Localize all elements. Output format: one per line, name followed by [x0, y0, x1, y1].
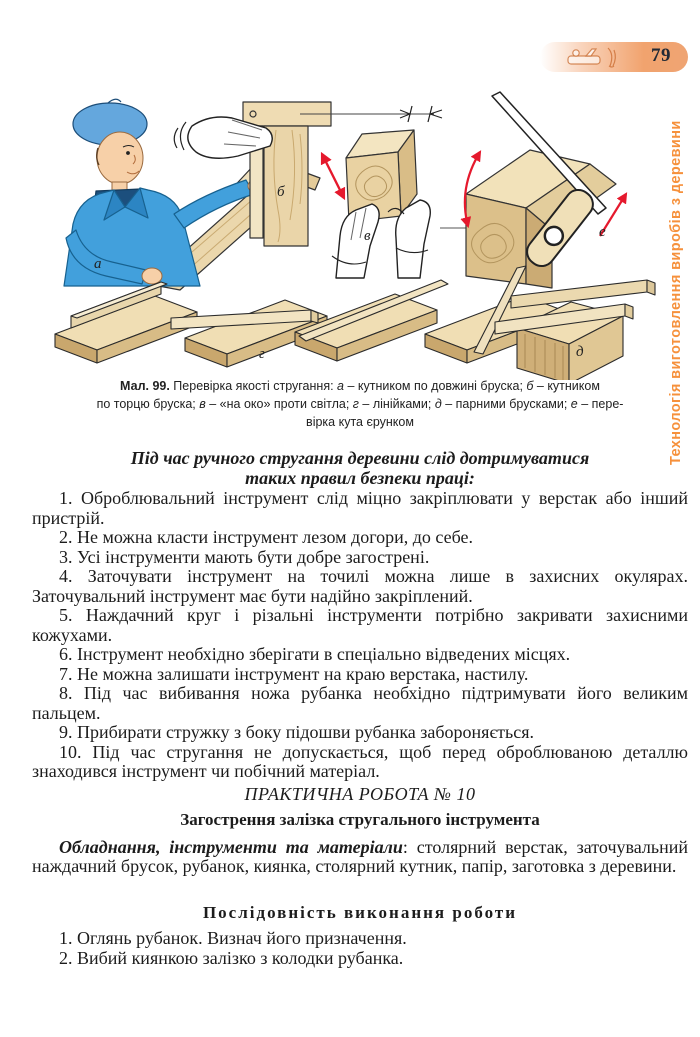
safety-rule: 1. Оброблювальний інструмент слід міцно закріплювати у верстак або інший пристрій.	[32, 488, 688, 528]
illustration-e-bevel-gauge	[440, 92, 626, 288]
work-step: 1. Оглянь рубанок. Визнач його призначення.	[59, 928, 407, 948]
safety-rule: 4. Заточувати інструмент на точилі можна лише в захисних окулярах. Заточувальний інструмент має бути надійно закріплений.	[32, 566, 688, 606]
safety-rule: 2. Не можна класти інструмент лезом догори, до себе.	[59, 527, 474, 547]
safety-rule: 6. Інструмент необхідно зберігати в спеціально відведених місцях.	[59, 644, 571, 664]
illustration-b-square-on-end	[174, 102, 331, 246]
safety-rule: 7. Не можна залишати інструмент на краю верстака, настилу.	[59, 663, 529, 684]
sequence-heading: Послідовність виконання роботи	[202, 903, 518, 922]
page-number-badge	[540, 42, 688, 72]
safety-rules-heading: Під час ручного стругання деревини слід дотримуватися таких правил безпеки праці:	[130, 448, 590, 488]
figure-99-illustration	[0, 88, 700, 380]
safety-rule: 9. Прибирати стружку з боку підошви рубанка забороняється.	[59, 722, 535, 742]
figure-caption: Мал. 99. Перевірка якості стругання: а – кутником по довжині бруска; б – кутником по торцю бруска; в – «на око» проти світла; г – лінійками; д – парними брусками; е – пере- вірка кута єрунком	[96, 379, 624, 429]
figure-99	[0, 88, 700, 380]
work-steps-list	[32, 929, 688, 968]
figure-label-d: д	[576, 344, 584, 360]
equipment-paragraph	[32, 838, 688, 876]
page-number: 79	[651, 45, 671, 66]
equipment-label: Обладнання, інструменти та матеріали	[59, 837, 403, 857]
safety-rule: 8. Під час вибивання ножа рубанка необхідно підтримувати його великим пальцем.	[32, 683, 688, 723]
work-step: 2. Вибий киянкою залізко з колодки рубанка.	[59, 947, 404, 968]
safety-rule: 3. Усі інструменти мають бути добре загострені.	[59, 546, 430, 567]
safety-rule: 10. Під час стругання не допускається, щоб перед оброблюваною деталлю знаходився інструмент чи побічний матеріал.	[32, 741, 688, 781]
figure-label-v: в	[364, 228, 371, 244]
tools-icon	[566, 46, 624, 68]
figure-label-a: а	[94, 256, 102, 272]
equipment-text: : столярний верстак, заточувальний наждачний брусок, рубанок, киянка, столярний кутник, папір, заготовка з деревини.	[32, 837, 688, 876]
illustration-v-sight-check	[300, 106, 442, 278]
safety-rules-list	[32, 489, 688, 782]
practical-work-title: ПРАКТИЧНА РОБОТА № 10	[244, 784, 476, 804]
figure-label-b: б	[277, 184, 285, 200]
figure-label-e: е	[599, 224, 606, 240]
practical-work-subtitle: Загострення залізка стругального інструмента	[180, 810, 540, 829]
figure-label-g: г	[259, 346, 265, 362]
safety-rule: 5. Наждачний круг і різальні інструменти потрібно закривати захисними кожухами.	[32, 605, 688, 645]
illustration-d-paired-bars	[495, 280, 655, 380]
chapter-sidebar-title: Технологія виготовлення виробів з деревини	[668, 120, 684, 465]
